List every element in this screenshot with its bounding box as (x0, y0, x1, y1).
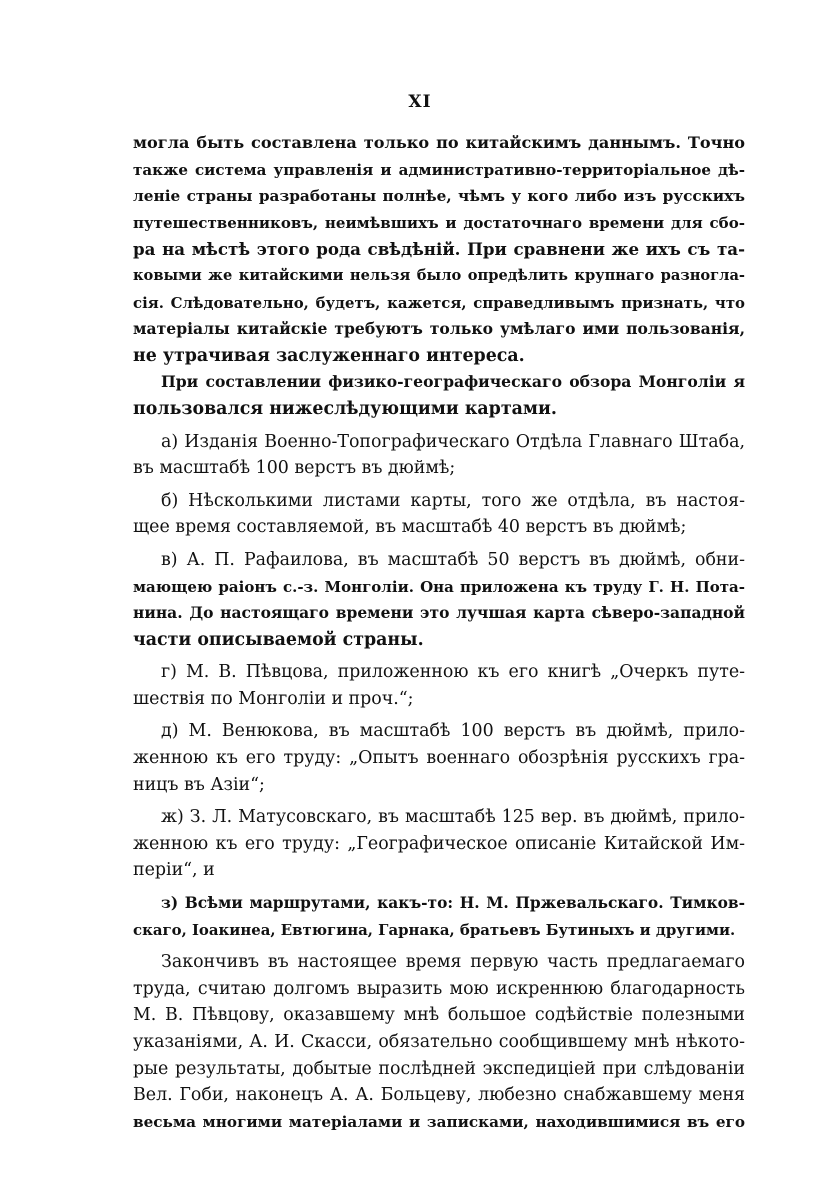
text-line: части описываемой страны. (133, 629, 424, 650)
text-line: леніе страны разработаны полнѣе, чѣмъ у кого либо изъ русскихъ (133, 187, 745, 206)
text-line: Закончивъ въ настоящее время первую часть предлагаемаго (161, 952, 745, 973)
text-line: матеріалы китайскіе требуютъ только умѣлаго ими пользованія, (133, 319, 745, 339)
page-number: XI (408, 92, 432, 112)
text-line: путешественниковъ, неимѣвшихъ и достаточнаго времени для сбо- (133, 213, 745, 232)
text-line: ницъ въ Азіи“; (133, 774, 265, 795)
text-line: весьма многими матеріалами и записками, находившимися въ его (133, 1112, 745, 1131)
text-line: рые результаты, добытые послѣдней экспедиціей при слѣдованіи (133, 1058, 745, 1079)
text-line: указаніями, А. И. Скасси, обязательно сообщившему мнѣ нѣкото- (133, 1032, 745, 1052)
text-line: М. В. Пѣвцову, оказавшему мнѣ большое содѣйствіе полезными (133, 1005, 745, 1026)
text-line: б) Нѣсколькими листами карты, того же отдѣла, въ настоя- (161, 490, 745, 511)
text-line: скаго, Іоакинеа, Евтюгина, Гарнака, братьевъ Бутиныхъ и другими. (133, 920, 736, 939)
text-line: щее время составляемой, въ масштабѣ 40 верстъ въ дюймѣ; (133, 517, 687, 538)
text-line: нина. До настоящаго времени это лучшая карта сѣверо-западной (133, 603, 745, 623)
text-line: шествія по Монголіи и проч.“; (133, 688, 414, 709)
text-line: в) А. П. Рафаилова, въ масштабѣ 50 верстъ въ дюймѣ, обни- (161, 549, 745, 570)
text-line: ж) З. Л. Матусовскаго, въ масштабѣ 125 вер. въ дюймѣ, прило- (161, 807, 745, 828)
text-line: з) Всѣми маршрутами, какъ-то: Н. М. Пржевальскаго. Тимков- (161, 894, 745, 913)
text-line: ковыми же китайскими нельзя было опредѣлить крупнаго разногла- (133, 266, 745, 284)
text-line: женною къ его труду: „Опытъ военнаго обозрѣнія русскихъ гра- (133, 748, 745, 769)
text-line: д) М. Венюкова, въ масштабѣ 100 верстъ въ дюймѣ, прило- (161, 721, 745, 742)
text-line: въ масштабѣ 100 верстъ въ дюймѣ; (133, 458, 456, 479)
text-line: При составлении физико-географическаго обзора Монголіи я (161, 372, 745, 392)
text-line: періи“, и (133, 860, 215, 881)
text-line: сія. Слѣдовательно, будетъ, кажется, справедливымъ признать, что (133, 293, 745, 312)
text-line: труда, считаю долгомъ выразить мою искреннюю благодарность (133, 978, 745, 999)
text-line: также система управленія и административно-территоріальное дѣ- (133, 160, 745, 179)
text-line: а) Изданія Военно-Топографическаго Отдѣла Главнаго Штаба, (161, 431, 745, 452)
text-line: пользовался нижеслѣдующими картами. (133, 398, 557, 419)
text-line: ра на мѣстѣ этого рода свѣдѣній. При сравнени же ихъ съ та- (133, 239, 745, 260)
text-line: мающею раіонъ с.-з. Монголіи. Она приложена къ труду Г. Н. Пота- (133, 577, 745, 596)
text-line: не утрачивая заслуженнаго интереса. (133, 345, 525, 366)
body-text (133, 130, 745, 1135)
text-line: г) М. В. Пѣвцова, приложенною къ его книгѣ „Очеркъ путе- (161, 662, 745, 683)
text-line: Вел. Гоби, наконецъ А. А. Больцеву, любезно снабжавшему меня (133, 1085, 745, 1106)
text-line: женною къ его труду: „Географическое описаніе Китайской Им- (133, 833, 745, 854)
text-line: могла быть составлена только по китайскимъ даннымъ. Точно (133, 133, 745, 152)
